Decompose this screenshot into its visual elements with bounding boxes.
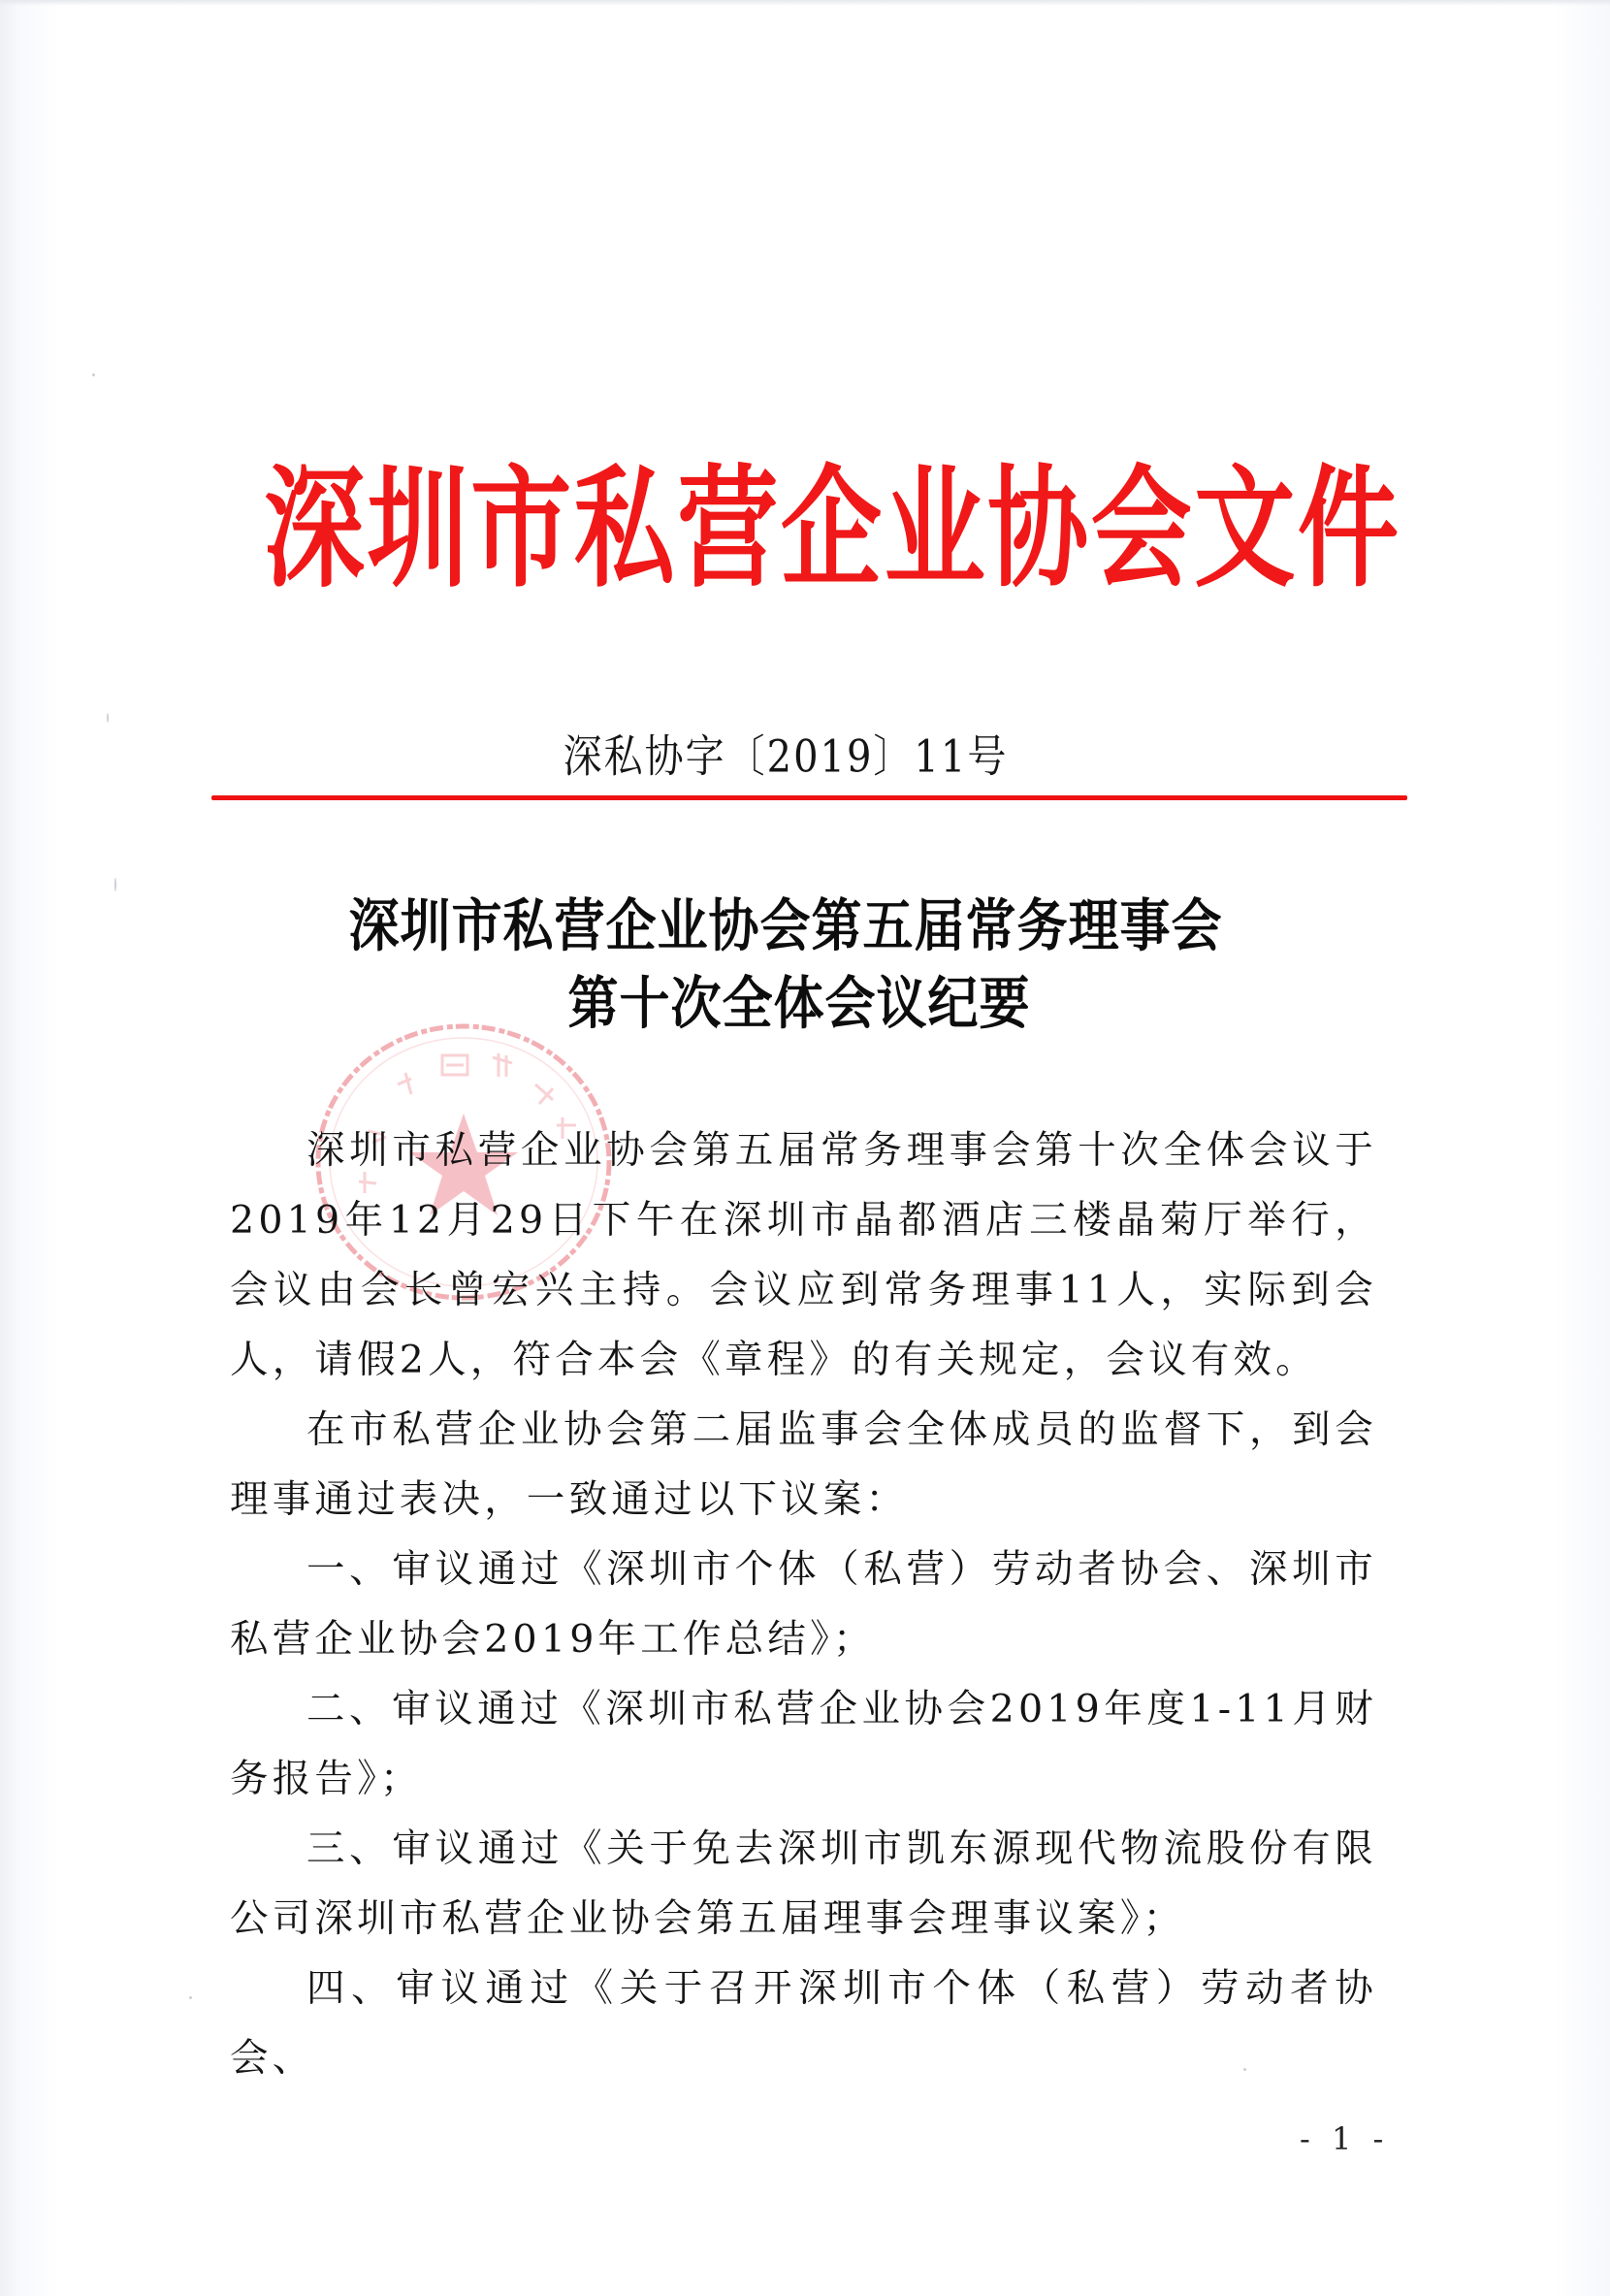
scan-speck	[189, 1996, 192, 1999]
document-title-line-2	[0, 962, 1604, 1038]
scan-edge	[0, 0, 1610, 6]
scan-speck	[107, 713, 109, 723]
header-char: 件	[1297, 450, 1399, 606]
issuer-header-title	[264, 450, 1399, 606]
header-char: 圳	[367, 450, 468, 606]
body-paragraph: 二、审议通过《深圳市私营企业协会2019年度1-11月财务报告》；	[230, 1687, 1377, 1801]
header-char: 营	[677, 450, 779, 606]
document-title-line-1	[0, 885, 1591, 960]
header-char: 文	[1194, 450, 1296, 606]
red-divider-rule	[211, 795, 1407, 800]
body-paragraph: 一、审议通过《深圳市个体（私营）劳动者协会、深圳市私营企业协会2019年工作总结》；	[230, 1547, 1377, 1662]
body-paragraph: 四、审议通过《关于召开深圳市个体（私营）劳动者协会、	[230, 1966, 1377, 2081]
header-char: 企	[780, 450, 882, 606]
scan-speck	[1243, 2068, 1246, 2071]
body-paragraph: 三、审议通过《关于免去深圳市凯东源现代物流股份有限公司深圳市私营企业协会第五届理事会理事议案》；	[230, 1827, 1377, 1941]
title-text: 深圳市私营企业协会第五届常务理事会	[348, 894, 1223, 960]
header-char: 私	[573, 450, 675, 606]
header-char: 业	[884, 450, 985, 606]
body-paragraph: 在市私营企业协会第二届监事会全体成员的监督下，到会理事通过表决，一致通过以下议案：	[230, 1407, 1377, 1522]
document-body	[230, 1116, 1377, 2093]
header-char: 市	[470, 450, 572, 606]
page-number: - 1 -	[1300, 2120, 1390, 2157]
document-number-text: 深私协字〔2019〕11号	[563, 731, 1009, 783]
scan-speck	[114, 878, 116, 891]
scan-speck	[92, 373, 95, 376]
header-char: 协	[987, 450, 1089, 606]
header-char: 深	[264, 450, 366, 606]
document-number	[0, 726, 1610, 781]
header-char: 会	[1090, 450, 1192, 606]
body-paragraph: 深圳市私营企业协会第五届常务理事会第十次全体会议于2019年12月29日下午在深圳市晶都酒店三楼晶菊厅举行，会议由会长曾宏兴主持。会议应到常务理事11人，实际到会人，请假2人，符合本会《章程》的有关规定，会议有效。	[230, 1128, 1377, 1382]
title-text: 第十次全体会议纪要	[567, 972, 1031, 1038]
